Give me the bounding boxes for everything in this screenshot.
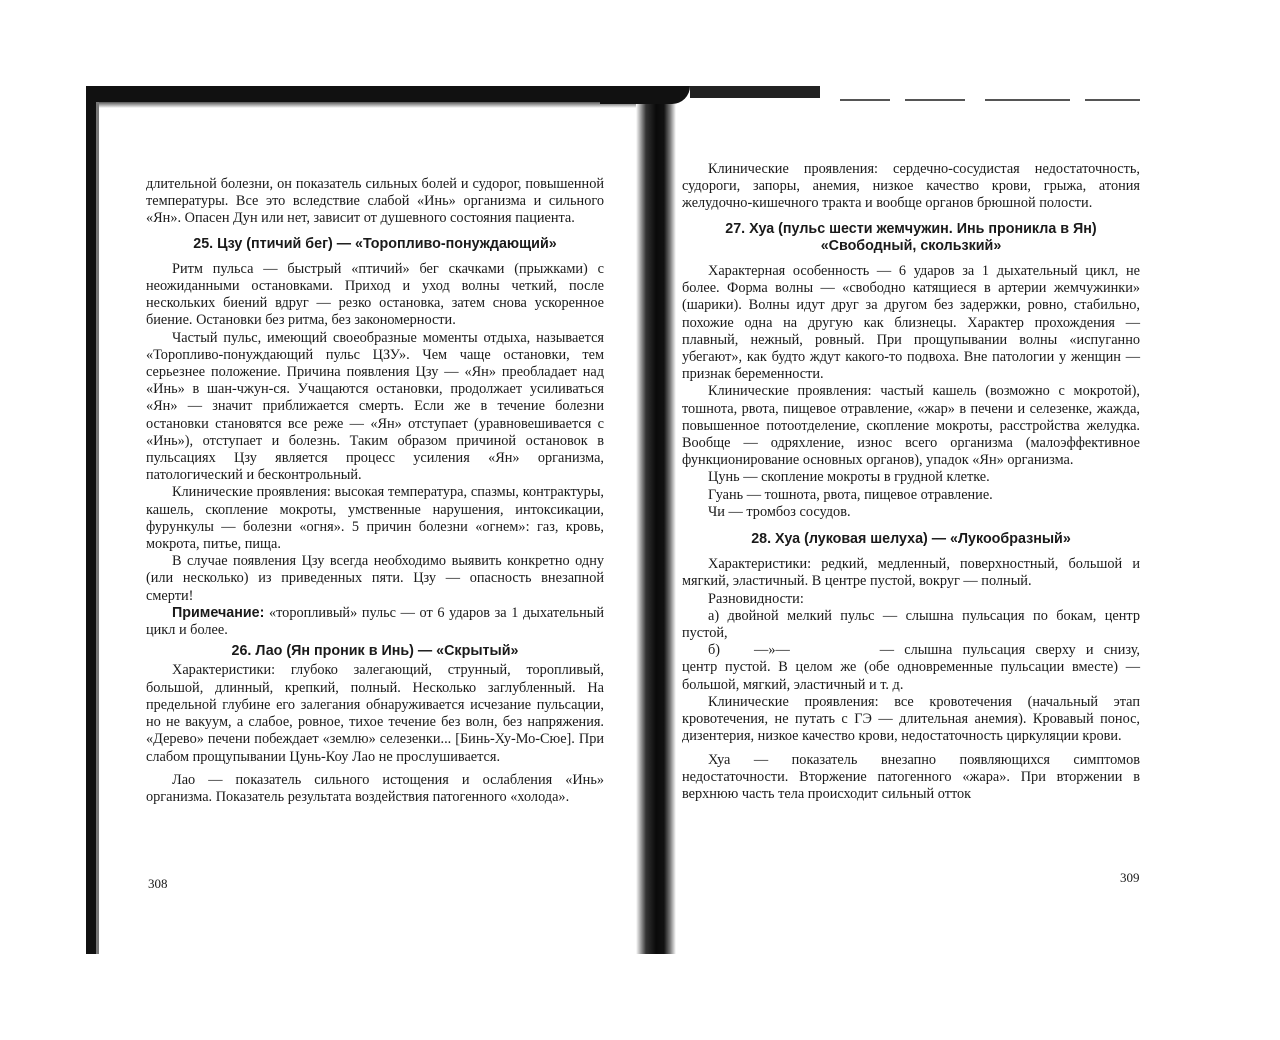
section-27-heading-line-1: 27. Хуа (пульс шести жемчужин. Инь проникла в Ян) (725, 220, 1097, 237)
section-28-paragraph-4: Хуа — показатель внезапно появляющихся симптомов недостаточности. Вторжение патогенного «жара». При вторжении в верхнюю часть тела происходит сильный отток (682, 751, 1140, 802)
section-27-heading-line-2: «Свободный, скользкий» (820, 237, 1002, 254)
section-25-paragraph-3: Клинические проявления: высокая температура, спазмы, контрактуры, кашель, скопление мокроты, умственные нарушения, интоксикации, фурункулы — болезни «огня». 5 причин болезни «огнем»: газ, кровь, мокрота, питье, пища. (146, 484, 604, 553)
section-28-heading: 28. Хуа (луковая шелуха) — «Лукообразный» (751, 531, 1071, 548)
section-25-note (146, 605, 604, 639)
section-28-paragraph-1: Характеристики: редкий, медленный, поверхностный, большой и мягкий, эластичный. В центре пустой, вокруг — полный. (682, 556, 1140, 590)
left-intro-paragraph: длительной болезни, он показатель сильных болей и судорог, повышенной температуры. Все это вследствие слабой «Инь» организма и сильного «Ян». Опасен Дун или нет, зависит от душевного состояния пациента. (146, 176, 604, 227)
scan-shadow-top-right (690, 86, 820, 98)
section-26-heading: 26. Лао (Ян проник в Инь) — «Скрытый» (231, 643, 519, 660)
note-text: «торопливый» пульс — от 6 ударов за 1 дыхательный цикл и более. (146, 604, 604, 639)
scan-mark (840, 99, 890, 101)
note-label: Примечание: (172, 604, 265, 621)
section-28-paragraph-3: Клинические проявления: все кровотечения (начальный этап кровотечения, не путать с ГЭ — длительная анемия). Кровавый понос, дизентерия, низкое качество крови, недостаточность циркуляции крови. (682, 693, 1140, 745)
scan-mark (905, 99, 965, 101)
right-intro-paragraph: Клинические проявления: сердечно-сосудистая недостаточность, судороги, запоры, анемия, низкое качество крови, грыжа, атония желудочно-кишечного тракта и вообще органов брюшной полости. (682, 161, 1140, 212)
section-28-variant-b (682, 642, 1140, 694)
variant-b-lead: б) (708, 642, 721, 659)
section-27-chi: Чи — тромбоз сосудов. (708, 503, 851, 520)
section-28-varieties-label: Разновидности: (708, 590, 804, 607)
section-25-paragraph-2: Частый пульс, имеющий своеобразные моменты отдыха, называется «Торопливо-понуждающий пульс ЦЗУ». Чем чаще остановки, тем серьезнее положение. Причина появления Цзу — «Ян» преобладает над «Инь» в шан-чжун-ся. Учащаются остановки, продолжает усиливаться «Ян» — значит приближается смерть. Если же в течение болезни остановки становятся все реже — «Ян» отступает (уравновешивается с «Инь»), отступает и болезнь. Таким образом причиной остановок в пульсациях Цзу является процесс усиления «Ян» организма, патологический и бесконтрольный. (146, 329, 604, 484)
scan-shadow-gutter-top (600, 86, 690, 104)
page-number-right: 309 (1120, 870, 1140, 885)
scan-mark (985, 99, 1070, 101)
variant-b-text: — слышна пульсация сверху и снизу, центр пустой. В целом же (обе одновременные пульсации вместе) — большой, мягкий, эластичный и т. д. (682, 642, 1140, 693)
scan-shadow-top-left (88, 86, 644, 102)
section-26-paragraph-2: Лао — показатель сильного истощения и ослабления «Инь» организма. Показатель результата воздействия патогенного «холода». (146, 771, 604, 805)
section-25-heading: 25. Цзу (птичий бег) — «Торопливо-понуждающий» (193, 235, 557, 252)
scan-shadow-left-edge-inner (96, 102, 99, 954)
left-page (146, 176, 604, 806)
right-page (682, 161, 1140, 803)
page-number-left: 308 (148, 876, 168, 891)
section-28-variant-a: а) двойной мелкий пульс — слышна пульсация по бокам, центр пустой, (682, 607, 1140, 642)
section-27-cun: Цунь — скопление мокроты в грудной клетке. (708, 469, 990, 486)
section-27-paragraph-1: Характерная особенность — 6 ударов за 1 дыхательный цикл, не более. Форма волны — «свободно катящиеся в артерии жемчужинки» (шарики). Волны идут друг за другом без задержки, ровно, стабильно, похожие одна на другую как близнецы. Характер прохождения — плавный, нежный, ровный. При прощупывании волны «испуганно убегают», как будто ждут какого-то подвоха. Вне патологии у женщин — признак беременности. (682, 263, 1140, 383)
scan-shadow-left-edge (86, 86, 96, 954)
variant-b-ditto: —»— (754, 642, 790, 659)
section-25-paragraph-4: В случае появления Цзу всегда необходимо выявить конкретно одну (или несколько) из приведенных пяти. Цзу — опасность внезапной смерти! (146, 553, 604, 604)
section-25-paragraph-1: Ритм пульса — быстрый «птичий» бег скачками (прыжками) с неожиданными остановками. Приход и уход волны четкий, после нескольких биений вдруг — резко остановка, затем снова ускоренное биение. Остановки без ритма, без закономерности. (146, 260, 604, 329)
book-gutter (636, 86, 676, 954)
section-27-paragraph-2: Клинические проявления: частый кашель (возможно с мокротой), тошнота, рвота, пищевое отравление, «жар» в печени и селезенке, жажда, повышенное потоотделение, скопление мокроты, расстройства желудка. Вообще — одряхление, износ всего организма (малоэффективное функционирование основных органов), упадок «Ян» организма. (682, 383, 1140, 469)
scan-mark (1085, 99, 1140, 101)
section-27-guan: Гуань — тошнота, рвота, пищевое отравление. (708, 486, 993, 503)
section-26-paragraph-1: Характеристики: глубоко залегающий, струнный, торопливый, большой, длинный, крепкий, полный. Несколько заглубленный. На предельной глубине его залегания обнаруживается исчезание пульсации, но не вакуум, а слабое, ровное, тихое течение без волн, без напряжения. «Дерево» печени побеждает «землю» селезенки... [Бинь-Ху-Мо-Сюе]. При слабом прощупывании Цунь-Коу Лао не прослушивается. (146, 662, 604, 765)
